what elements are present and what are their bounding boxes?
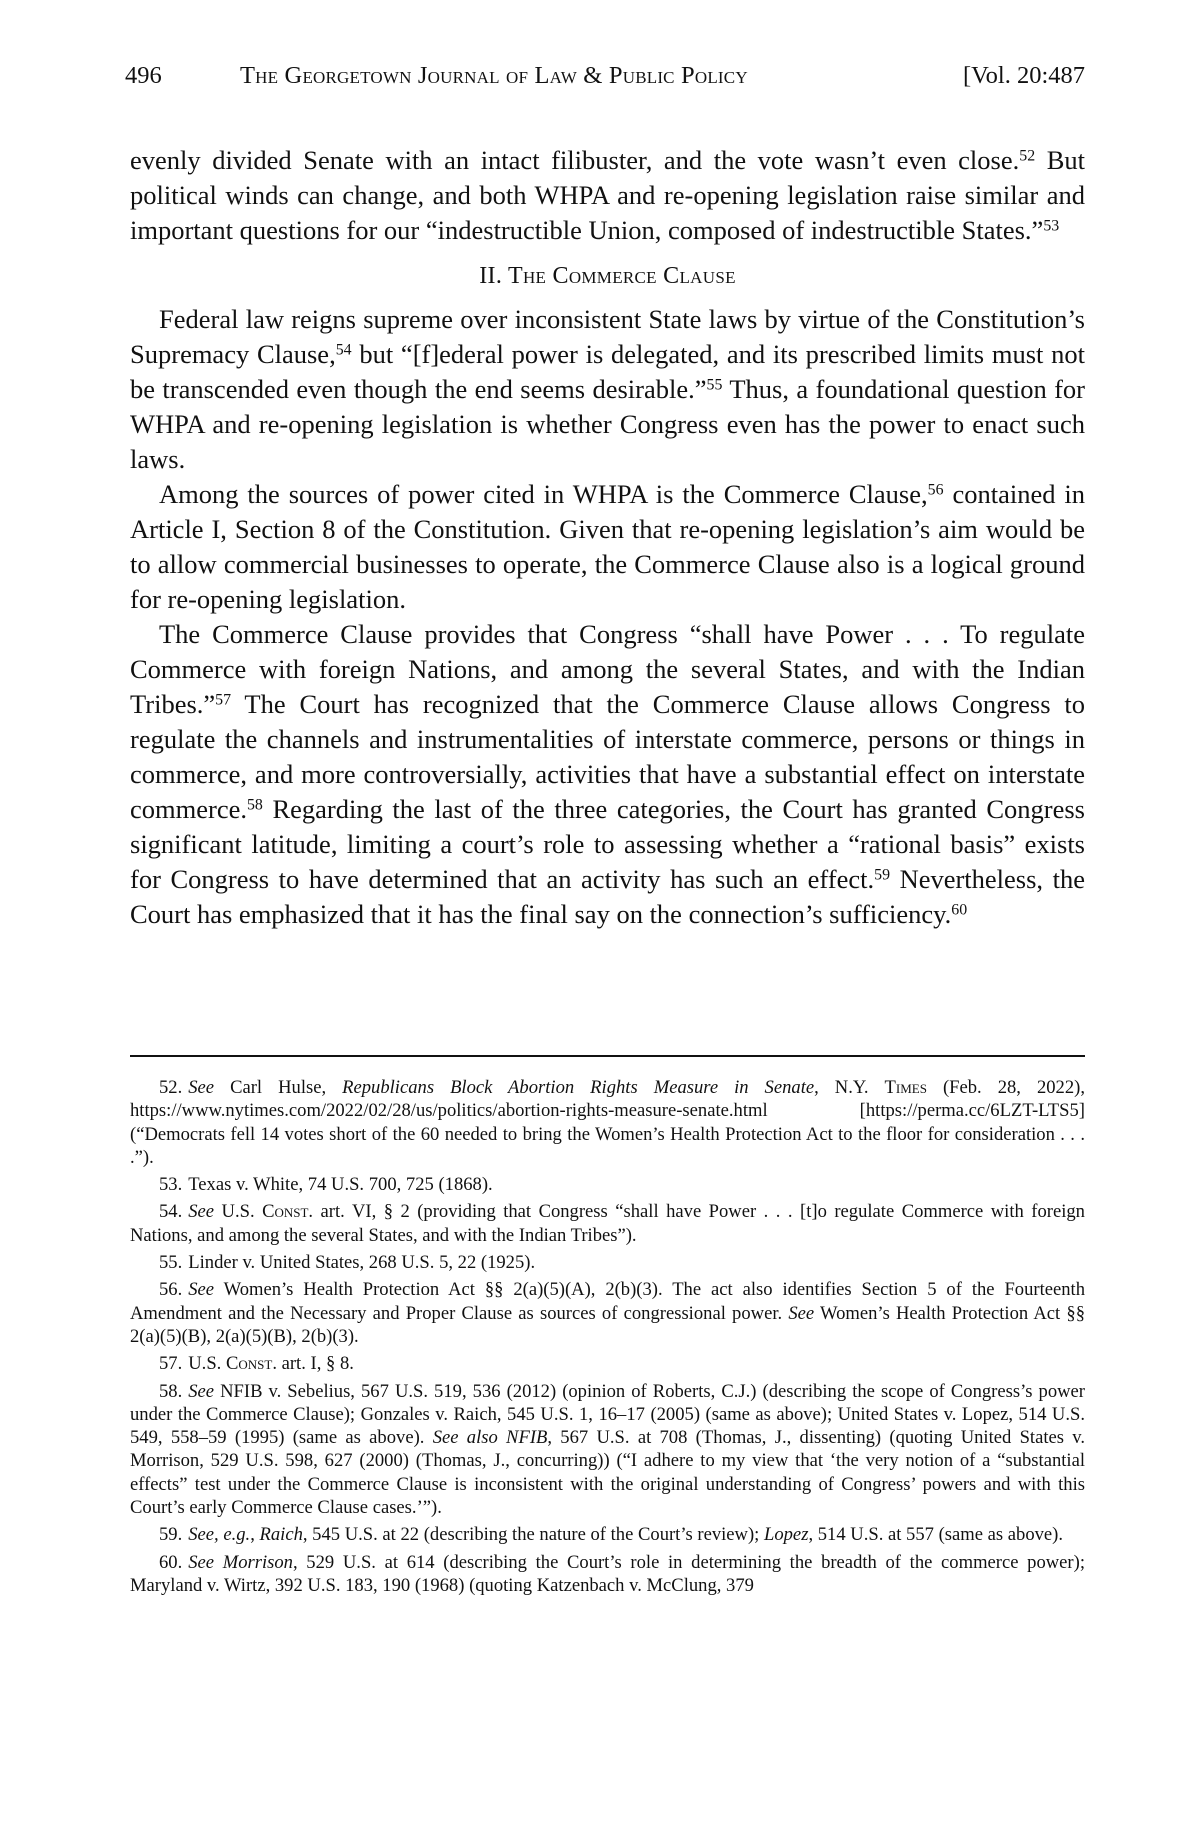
footnote-59: 59. See, e.g., Raich, 545 U.S. at 22 (describing the nature of the Court’s review); Lopez, 514 U.S. at 557 (same as above). (159, 1524, 1064, 1546)
footnote-ref[interactable]: 56 (927, 481, 944, 499)
footnote-ref[interactable]: 60 (951, 901, 968, 919)
footnote-54: 54. See U.S. Const. art. VI, § 2 (providing that Congress “shall have Power . . . [t]o regulate Commerce with foreign Nations, and among the several States, and with the Indian Tribes”). (130, 1201, 1085, 1246)
footnote-55: 55. Linder v. United States, 268 U.S. 5, 22 (1925). (159, 1252, 536, 1274)
footnote-ref[interactable]: 54 (335, 341, 352, 359)
footnote-ref[interactable]: 58 (246, 796, 263, 814)
footnote-60: 60. See Morrison, 529 U.S. at 614 (describing the Court’s role in determining the breadth of the commerce power); Maryland v. Wirtz, 392 U.S. 183, 190 (1968) (quoting Katzenbach v. McClung, 379 (130, 1551, 1085, 1596)
footnote-ref[interactable]: 52 (1019, 147, 1036, 165)
footnote-58: 58. See NFIB v. Sebelius, 567 U.S. 519, 536 (2012) (opinion of Roberts, C.J.) (describing the scope of Congress’s power under the Commerce Clause); Gonzales v. Raich, 545 U.S. 1, 16–17 (2005) (same as above); United States v. Lopez, 514 U.S. 549, 558–59 (1995) (same as above). See also NFIB, 567 U.S. at 708 (Thomas, J., dissenting) (quoting United States v. Morrison, 529 U.S. 598, 627 (2000) (Thomas, J., concurring)) (“I adhere to my view that ‘the very notion of a “substantial effects” test under the Commerce Clause is inconsistent with the original understanding of Congress’ powers and with this Court’s early Commerce Clause cases.’”). (130, 1380, 1086, 1519)
footnote-52: 52. See Carl Hulse, Republicans Block Abortion Rights Measure in Senate, N.Y. Times (Feb. 28, 2022), https://www.nytimes.com/2022/02/28/us/politics/abortion-rights-measure-senate.html [https://perma.cc/6LZT-LTS5] (“Democrats fell 14 votes short of the 60 needed to bring the Women’s Health Protection Act to the floor for consideration . . . .”). (130, 1077, 1085, 1168)
journal-title: The Georgetown Journal of Law & Public Policy (240, 62, 748, 89)
section-heading: II. The Commerce Clause (479, 263, 736, 289)
footnote-ref[interactable]: 53 (1043, 217, 1060, 235)
footnote-ref[interactable]: 55 (706, 376, 723, 394)
page-number: 496 (125, 62, 162, 89)
paragraph: evenly divided Senate with an intact filibuster, and the vote wasn’t even close.$^{52}$ But political winds can change, and both WHPA and re-opening legislation raise similar and important questions for our “indestructible Union, composed of indestructible States.”$^{53}$ (130, 145, 1085, 245)
paragraph: The Commerce Clause provides that Congress “shall have Power . . . To regulate Commerce with foreign Nations, and among the several States, and with the Indian Tribes.”$^{57}$ The Court has recognized that the Commerce Clause allows Congress to regulate the channels and instrumentalities of interstate commerce, persons or things in commerce, and more controversially, activities that have a substantial effect on interstate commerce.$^{58}$ Regarding the last of the three categories, the Court has granted Congress significant latitude, limiting a court’s role to assessing whether a “rational basis” exists for Congress to have determined that an activity has such an effect.$^{59}$ Nevertheless, the Court has emphasized that it has the final say on the connection’s sufficiency.$^{60}$ (130, 619, 1085, 929)
footnote-divider (130, 1055, 1085, 1057)
footnote-ref[interactable]: 57 (215, 691, 232, 709)
volume-citation: [Vol. 20:487 (962, 62, 1085, 89)
paragraph: Federal law reigns supreme over inconsistent State laws by virtue of the Constitution’s Supremacy Clause,$^{54}$ but “[f]ederal power is delegated, and its prescribed limits must not be transcended even though the end seems desirable.”$^{55}$ Thus, a foundational question for WHPA and re-opening legislation is whether Congress even has the power to enact such laws. (130, 304, 1086, 474)
running-header (125, 58, 1085, 94)
footnote-ref[interactable]: 59 (874, 866, 891, 884)
footnotes (130, 1076, 1085, 1601)
main-text (130, 143, 1085, 932)
footnote-53: 53. Texas v. White, 74 U.S. 700, 725 (1868). (159, 1174, 493, 1196)
paragraph: Among the sources of power cited in WHPA is the Commerce Clause,$^{56}$ contained in Article I, Section 8 of the Constitution. Given that re-opening legislation’s aim would be to allow commercial businesses to operate, the Commerce Clause also is a logical ground for re-opening legislation. (130, 479, 1085, 614)
footnote-57: 57. U.S. Const. art. I, § 8. (159, 1353, 354, 1375)
footnote-56: 56. See Women’s Health Protection Act §§ 2(a)(5)(A), 2(b)(3). The act also identifies Section 5 of the Fourteenth Amendment and the Necessary and Proper Clause as sources of congressional power. See Women’s Health Protection Act §§ 2(a)(5)(B), 2(a)(5)(B), 2(b)(3). (130, 1279, 1086, 1347)
